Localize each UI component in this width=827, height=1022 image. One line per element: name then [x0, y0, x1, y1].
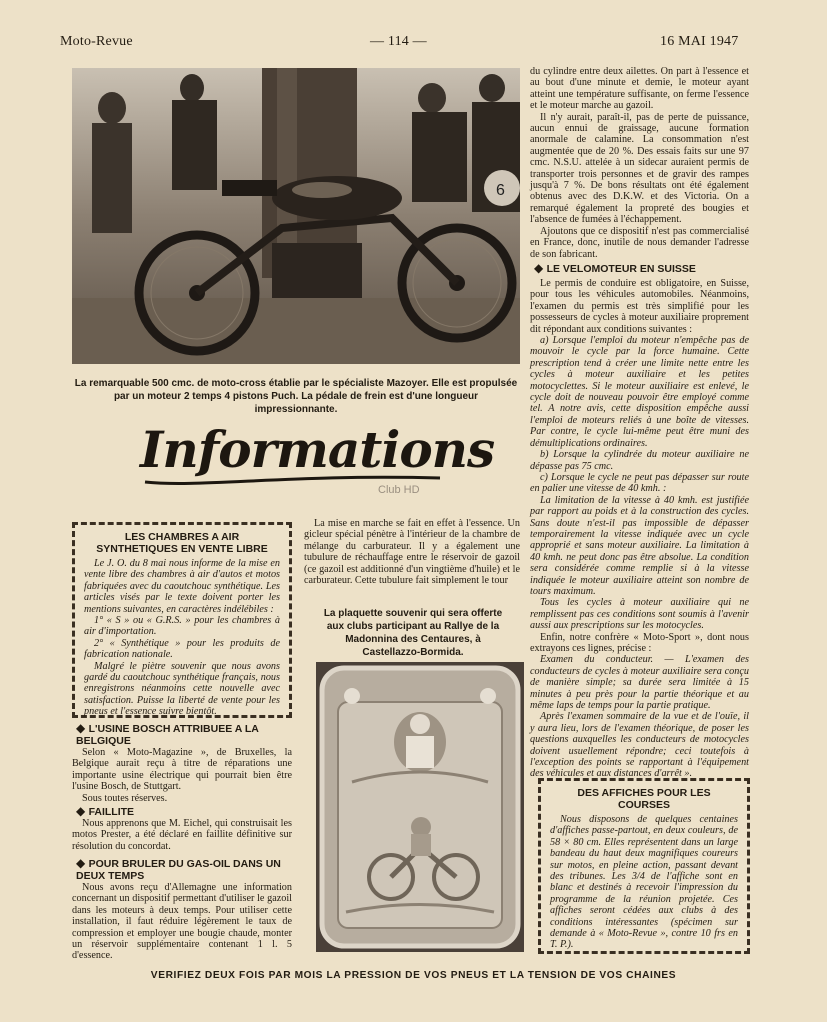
- gasoil-p1: Nous avons reçu d'Allemagne une information concernant un dispositif permettant d'utiliser le gazoil dans les moteurs à deux temps. Pour utiliser cette installation, il faut réduire légèrement le taux de compression et employer une bougie chaude, monter un réservoir supplémentaire contenant 1 l. 5 d'essence.: [72, 882, 292, 962]
- chambres-title: LES CHAMBRES A AIR SYNTHETIQUES EN VENTE LIBRE: [96, 531, 268, 555]
- chambres-box: [72, 522, 292, 718]
- bosch-p1: Selon « Moto-Magazine », de Bruxelles, la Belgique aurait reçu à titre de réparations une importante usine électrique qui pourrait bien être l'usine Bosch, de Stuttgart.: [72, 747, 292, 793]
- bosch-title: L'USINE BOSCH ATTRIBUEE A LA BELGIQUE: [76, 723, 259, 747]
- faillite-p1: Nous apprenons que M. Eichel, qui construisait les motos Prester, a été déclaré en faillite définitive sur résolution du concordat.: [72, 818, 292, 852]
- chambres-p4: Malgré le piètre souvenir que nous avons gardé du caoutchouc synthétique français, nous enregistrons néanmoins cette nouvelle avec satisfaction. Puisse la liberté de vente pour les pneus et l'essence suivre bientôt.: [84, 660, 280, 718]
- gasoil-title: POUR BRULER DU GAS-OIL DANS UN DEUX TEMPS: [76, 858, 281, 882]
- velomoteur-p7: Enfin, notre confrère « Moto-Sport », dont nous extrayons ces lignes, précise :: [530, 631, 749, 654]
- faillite-article: [72, 805, 292, 852]
- plaque-illustration: [316, 662, 524, 952]
- motorcycle-photo: [72, 68, 520, 364]
- velomoteur-title: LE VELOMOTEUR EN SUISSE: [546, 263, 696, 275]
- plaque-photo: [316, 662, 524, 952]
- right-top-p3: Ajoutons que ce dispositif n'est pas commercialisé en France, donc, inutile de nous demander l'adresse de son fabricant.: [530, 225, 749, 260]
- velomoteur-p9: Après l'examen sommaire de la vue et de l'ouïe, il y aura lieu, lors de l'examen théorique, de poser les questions auxquelles les conducteurs de motocycles doivent usuellement répondre; ceci toutefois à l'exception des points se rapportant à l'équipement des véhicules et aux distances d'arrêt ».: [530, 711, 749, 780]
- affiches-p1: Nous disposons de quelques centaines d'affiches passe-partout, en deux couleurs, de 58 × 80 cm. Elles représentent dans un large bandeau du haut deux magnifiques coureurs sur motos, en pleine action, passant devant des tribunes. Les 3/4 de l'affiche sont en blanc et destinés à recevoir l'impression du programme de la réunion projetée. Ces affiches seront cédées aux clubs à des conditions intéressantes (spécimen sur demande à « Moto-Revue », contre 10 frs en T. P.).: [550, 814, 738, 951]
- footer-slogan: VERIFIEZ DEUX FOIS PAR MOIS LA PRESSION DE VOS PNEUS ET LA TENSION DE VOS CHAINES: [150, 970, 677, 981]
- velomoteur-p1: Le permis de conduire est obligatoire, en Suisse, pour tous les véhicules automobiles. Néanmoins, l'examen du permis est très simplifié pour les possesseurs de cycles à moteur auxiliaire proprement dit répondant aux conditions suivantes :: [530, 278, 749, 335]
- watermark: Club HD: [378, 484, 420, 496]
- plaque-caption: La plaquette souvenir qui sera offerte aux clubs participant au Rallye de la Madonnina des Centaures, à Castellazzo-Bormida.: [323, 608, 503, 658]
- velomoteur-p8: Examen du conducteur. — L'examen des conducteurs de cycles à moteur auxiliaire sera conçu de manière simple; sa durée sera limitée à 15 minutes à peu près pour la partie théorique et au même laps de temps pour la partie pratique.: [530, 654, 749, 712]
- gasoil-heading: ◆ POUR BRULER DU GAS-OIL DANS UN DEUX TEMPS: [76, 856, 281, 882]
- issue-date: 16 MAI 1947: [660, 34, 739, 49]
- velomoteur-p5: La limitation de la vitesse à 40 kmh. est justifiée par rapport au poids et à la construction des cycles. Sans doute n'est-il pas impossible de dépasser temporairement la vitesse indiquée avec un cycle approprié et sans moteur auxiliaire. La limitation à 40 kmh. ne peut donc pas être absolue. La condition sera considérée comme remplie si à la vitesse indiquée le moteur auxiliaire atteint son nombre de tours maximum.: [530, 494, 749, 597]
- middle-text: [304, 518, 520, 586]
- affiches-title: DES AFFICHES POUR LES COURSES: [577, 787, 711, 811]
- velomoteur-p3: b) Lorsque la cylindrée du moteur auxiliaire ne dépasse pas 75 cmc.: [530, 449, 749, 472]
- informations-title-text: Informations: [140, 420, 495, 479]
- magazine-name: Moto-Revue: [60, 34, 133, 49]
- chambres-p3: 2° « Synthétique » pour les produits de fabrication nationale.: [84, 637, 280, 661]
- middle-text-p: La mise en marche se fait en effet à l'essence. Un gicleur spécial pénètre à l'intérieur de la chambre de mélange du carburateur. Il y a également une tubulure de réchauffage entre le réservoir de gazoil (ce gazoil est additionné d'un vingtième d'huile) et le carburateur. Cette tubulure fait simplement le tour: [304, 518, 520, 587]
- svg-text:6: 6: [496, 182, 505, 199]
- velomoteur-p6: Tous les cycles à moteur auxiliaire qui ne remplissent pas ces conditions sont soumis à l'avenir aussi aux prescriptions sur les motocycles.: [530, 597, 749, 632]
- faillite-heading: ◆ FAILLITE: [76, 804, 135, 818]
- velomoteur-p2: a) Lorsque l'emploi du moteur n'empêche pas de mouvoir le cycle par la force humaine. Cette prescription tend à créer une limite nette entre les cycles à moteur auxiliaire et les petites motocyclettes. Si le moteur auxiliaire est enlevé, le cycle doit de nouveau pouvoir être employé comme tel. A notre avis, cette disposition empêche aussi l'emploi de moteurs reliés à une boîte de vitesses. Par contre, le cycle lui-même peut être muni des démultiplications ordinaires.: [530, 335, 749, 449]
- motorcycle-illustration: [72, 68, 520, 364]
- page-number: — 114 —: [370, 34, 427, 49]
- right-top-p1: du cylindre entre deux ailettes. On part à l'essence et au bout d'une minute et demie, le moteur ayant atteint une température suffisante, on ferme l'essence et le moteur marche au gazoil.: [530, 66, 749, 112]
- chambres-p1: Le J. O. du 8 mai nous informe de la mise en vente libre des chambres à air d'autos et motos fabriquées avec du caoutchouc synthétique. Les articles visés par le texte doivent porter les mentions suivantes, en caractères indélébiles :: [84, 558, 280, 615]
- faillite-title: FAILLITE: [88, 806, 135, 818]
- bosch-article: [72, 722, 292, 804]
- bosch-heading: ◆ L'USINE BOSCH ATTRIBUEE A LA BELGIQUE: [76, 721, 259, 747]
- gasoil-continuation: [530, 66, 749, 260]
- chambres-p2: 1° « S » ou « G.R.S. » pour les chambres à air d'importation.: [84, 615, 280, 638]
- bosch-p2: Sous toutes réserves.: [82, 792, 168, 804]
- velomoteur-p4: c) Lorsque le cycle ne peut pas dépasser sur route en palier une vitesse de 40 kmh. :: [530, 471, 749, 495]
- affiches-box: [538, 778, 750, 954]
- right-top-p2: Il n'y aurait, paraît-il, pas de perte de puissance, aucun ennui de graissage, aucune formation anormale de calamine. La consommation n'est augmentée que de 20 %. Des essais faits sur une 97 cmc. N.S.U. attelée à un sidecar auraient permis de transporter trois personnes et de gravir des rampes jusqu'à 7 %. De bons résultats ont été également obtenus avec des D.K.W. et des Victoria. On a remarqué également la propreté des bougies et l'absence de fumées à l'échappement.: [530, 111, 749, 226]
- velomoteur-heading: ◆ LE VELOMOTEUR EN SUISSE: [534, 261, 696, 275]
- velomoteur-article: [530, 262, 749, 780]
- photo-caption: La remarquable 500 cmc. de moto-cross établie par le spécialiste Mazoyer. Elle est propulsée par un moteur 2 temps 4 pistons Puch. La pédale de frein est d'une longueur impressionnante.: [74, 378, 518, 415]
- gasoil-article: [72, 857, 292, 962]
